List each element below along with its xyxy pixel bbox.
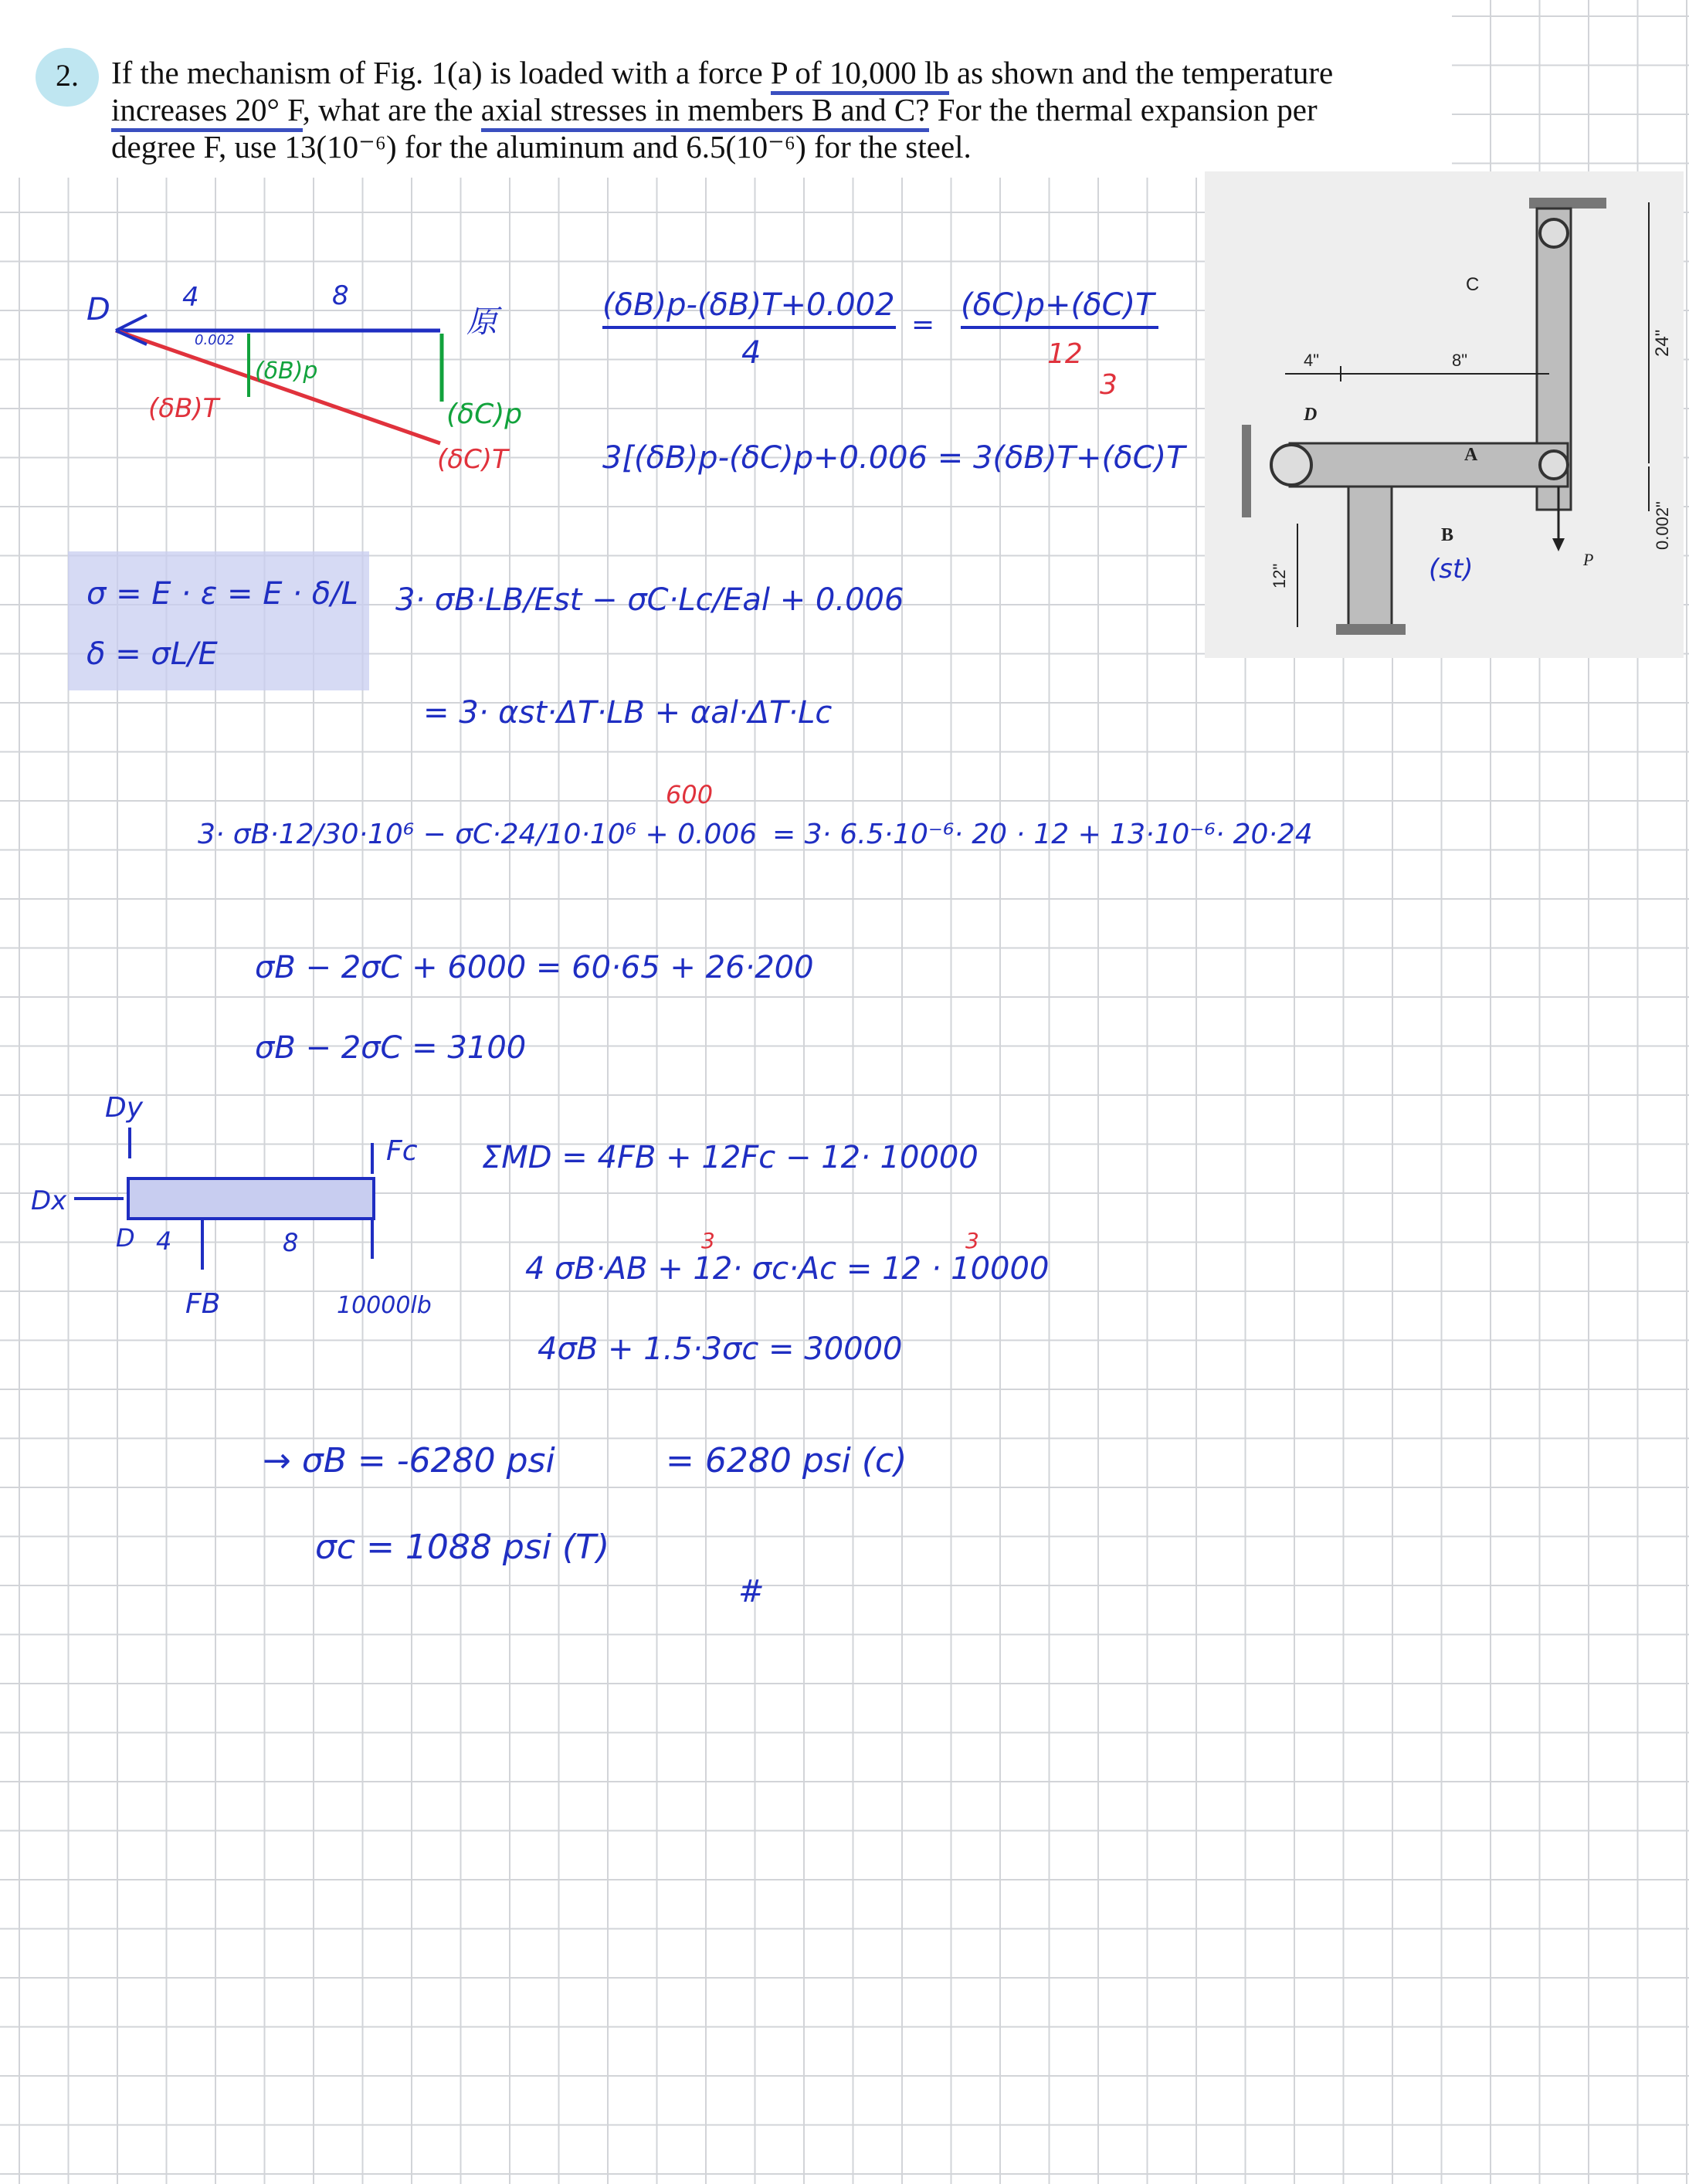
moment-eq-2-3b: 3 <box>965 1228 979 1253</box>
figure-label-p: P <box>1583 550 1594 569</box>
fbd-fb: FB <box>185 1288 221 1320</box>
sketch-db-p: (δB)p <box>255 358 318 385</box>
figure-label-d: D <box>1304 405 1318 425</box>
formula-line-1: σ = E · ε = E · δ/L <box>86 576 358 612</box>
answer-mark: # <box>738 1574 765 1609</box>
fbd-fc: Fc <box>386 1135 418 1167</box>
sketch-mark: 原 <box>466 304 497 340</box>
problem-number: 2. <box>56 58 79 93</box>
fbd-dy: Dy <box>105 1092 144 1124</box>
eq-stress-form: 3· σB·LB/Est − σC·Lc/Eal + 0.006 <box>395 582 904 618</box>
moment-eq-2-3a: 3 <box>701 1228 715 1253</box>
fbd-dim-8: 8 <box>283 1228 299 1257</box>
compat-den-left: 4 <box>741 335 761 371</box>
moment-eq-1: ΣMD = 4FB + 12Fc − 12· 10000 <box>482 1140 978 1175</box>
compat-den-right: 12 <box>1047 338 1083 370</box>
problem-line-2-post: For the thermal expansion per <box>937 92 1318 127</box>
eq-substituted-right: = 3· 6.5·10⁻⁶· 20 · 12 + 13·10⁻⁶· 20·24 <box>772 819 1313 850</box>
answer-line-1: → σB = -6280 psi <box>263 1441 555 1480</box>
eq-subst-600: 600 <box>666 780 714 809</box>
fbd-dim-4: 4 <box>156 1226 172 1256</box>
eq-substituted-left: 3· σB·12/30·10⁶ − σC·24/10·10⁶ + 0.006 <box>198 819 758 850</box>
compat-numerator-right: (δC)p+(δC)T <box>961 287 1155 323</box>
answer-line-2: σc = 1088 psi (T) <box>315 1528 610 1567</box>
compat-den-right-new: 3 <box>1100 369 1118 401</box>
figure-dim-24: 24" <box>1652 329 1673 357</box>
figure-dim-8: 8" <box>1452 351 1468 370</box>
fbd-d: D <box>116 1223 135 1253</box>
figure-label-st: (st) <box>1429 554 1474 585</box>
problem-line-2-underlined-1: increases 20° F <box>111 92 303 132</box>
compat-equals: = <box>911 309 935 341</box>
moment-eq-2: 4 σB·AB + 12· σc·Ac = 12 · 10000 <box>525 1251 1050 1287</box>
problem-line-2-underlined-2: axial stresses in members B and C? <box>481 92 930 132</box>
answer-line-1b: = 6280 psi (c) <box>666 1441 907 1480</box>
compat-numerator-left: (δB)p-(δB)T+0.002 <box>602 287 895 323</box>
eq-thermal-form: = 3· αst·ΔT·LB + αal·ΔT·Lc <box>423 695 833 731</box>
fbd-load: 10000lb <box>337 1292 432 1319</box>
figure-dim-0002: 0.002" <box>1653 501 1672 550</box>
compat-line-2: 3[(δB)p-(δC)p+0.006 = 3(δB)T+(δC)T <box>602 440 1185 476</box>
figure-label-b: B <box>1441 525 1454 545</box>
sketch-db-t: (δB)T <box>148 393 219 424</box>
fbd-beam <box>128 1178 374 1219</box>
moment-eq-3: 4σB + 1.5·3σc = 30000 <box>538 1331 903 1367</box>
problem-line-3: degree F, use 13(10⁻⁶) for the aluminum and 6.5(10⁻⁶) for the steel. <box>111 129 972 164</box>
fbd-dx: Dx <box>31 1185 67 1216</box>
sketch-gap: 0.002 <box>195 332 235 348</box>
sketch-dim-8: 8 <box>332 280 349 311</box>
figure-dim-4: 4" <box>1304 351 1320 370</box>
problem-line-2-mid: , what are the <box>302 92 473 127</box>
figure-label-a: A <box>1464 445 1478 465</box>
problem-line-1-pre: If the mechanism of Fig. 1(a) is loaded with a force <box>111 55 763 90</box>
figure-label-c: C <box>1466 274 1480 295</box>
formula-line-2: δ = σL/E <box>86 636 218 672</box>
problem-line-1-post: as shown and the temperature <box>956 55 1334 90</box>
sketch-deflected-line <box>116 331 440 443</box>
sketch-dc-p: (δC)p <box>446 398 523 430</box>
eq-result-1: σB − 2σC = 3100 <box>255 1030 527 1066</box>
figure-dim-12: 12" <box>1270 563 1289 588</box>
sketch-label-d: D <box>86 292 110 327</box>
sketch-dc-t: (δC)T <box>437 444 508 475</box>
problem-line-1-underlined: P of 10,000 lb <box>771 55 949 95</box>
sketch-dim-4: 4 <box>182 282 199 313</box>
eq-simplified: σB − 2σC + 6000 = 60·65 + 26·200 <box>255 950 814 985</box>
